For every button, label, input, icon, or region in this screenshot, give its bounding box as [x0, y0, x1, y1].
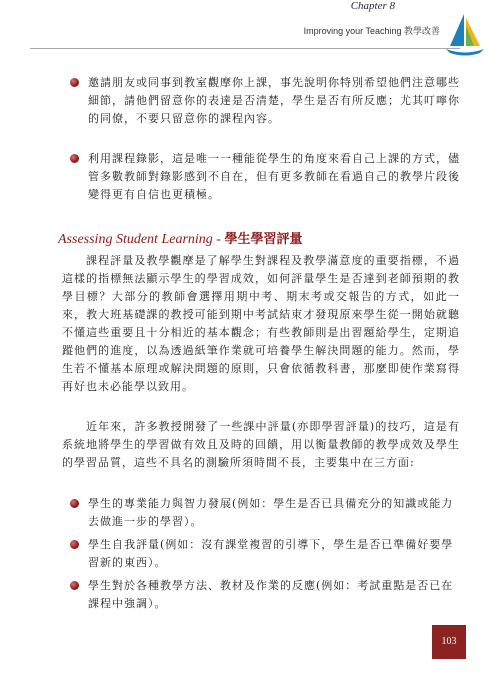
body-paragraph: 課程評量及教學觀摩是了解學生對課程及教學滿意度的重要指標，不過這樣的指標無法顯示學生的學習成效，如何評量學生是否達到老師預期的教學目標？大部分的教師會選擇用期中考、期末考或交報告的方式，如此一來，教大班基礎課的教授可能到期中考試結束才發現原來學生從一開始就聽不懂這些重要且十分相近的基本觀念；有些教師則是出習題給學生，定期追蹤他們的進度，以為透過紙筆作業就可培養學生解決問題的能力。然而，學生若不懂基本原理或解決問題的原則，只會依循教科書，那麼即使作業寫得再好也未必能學以致用。	[62, 254, 460, 393]
header-rule	[30, 48, 460, 49]
list-item: 學生對於各種教學方法、教材及作業的反應(例如：考試重點是否已在課程中強調）。	[88, 577, 460, 613]
body-paragraph: 近年來，許多教授開發了一些課中評量(亦即學習評量)的技巧，這是有系統地將學生的學習做有效且及時的回饋，用以衡量教師的教學成效及學生的學習品質，這些不具名的測驗所須時間不長，主要集中在三方面:	[62, 420, 460, 469]
page-number: 103	[432, 625, 466, 659]
list-item: 學生自我評量(例如：沒有課堂複習的引導下，學生是否已準備好要學習新的東西）。	[88, 536, 460, 572]
bullet-icon	[70, 499, 79, 508]
list-item: 邀請朋友或同事到教室觀摩你上課，事先說明你特別希望他們注意哪些細節，請他們留意你的表達是否清楚，學生是否有所反應；尤其叮嚀你的同僚，不要只留意你的課程內容。	[88, 74, 460, 128]
chapter-title: Improving your Teaching 教學改善	[303, 26, 440, 36]
sailboat-logo-icon	[440, 12, 490, 62]
chapter-label: Chapter 8	[350, 0, 395, 12]
bullet-icon	[70, 78, 79, 87]
list-item: 學生的專業能力與智力發展(例如：學生是否已具備充分的知識或能力去做進一步的學習）。	[88, 495, 460, 531]
list-item: 利用課程錄影，這是唯一一種能從學生的角度來看自己上課的方式，儘管多數教師對錄影感到不自在，但有更多教師在看過自己的教學片段後變得更有自信也更積極。	[88, 150, 460, 204]
bullet-icon	[70, 154, 79, 163]
section-heading: Assessing Student Learning - 學生學習評量	[58, 232, 303, 247]
bullet-icon	[70, 540, 79, 549]
bullet-icon	[70, 581, 79, 590]
